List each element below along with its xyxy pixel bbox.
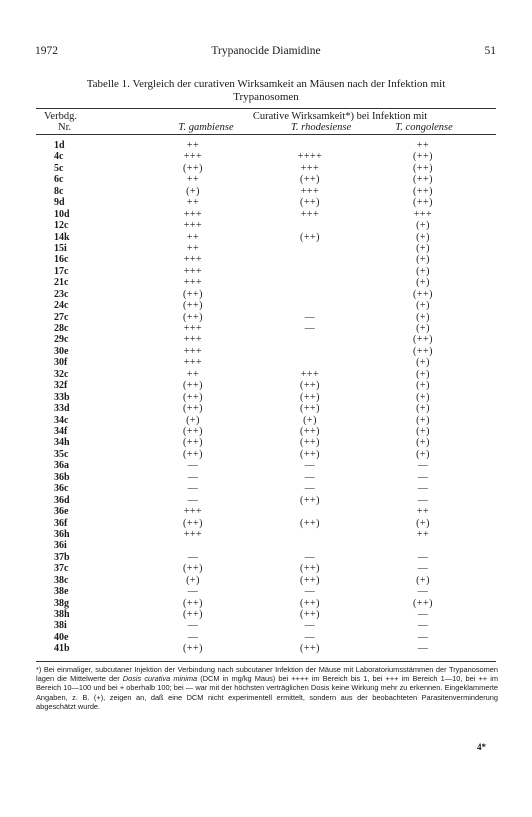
cell-congolense: (++): [413, 597, 433, 609]
cell-congolense: +++: [413, 208, 433, 220]
cell-gambiense: (++): [183, 643, 203, 655]
cell-rhodesiense: —: [304, 551, 316, 563]
cell-gambiense: +++: [183, 151, 203, 163]
row-number: 35c: [54, 448, 69, 460]
table-rule-top: [36, 108, 496, 109]
row-number: 8c: [54, 185, 64, 197]
row-number: 27c: [54, 311, 69, 323]
cell-gambiense: (+): [186, 414, 200, 426]
table-row: [0, 552, 532, 563]
cell-congolense: (+): [416, 220, 430, 232]
row-number: 40e: [54, 631, 69, 643]
table-row: [0, 369, 532, 380]
cell-congolense: (+): [416, 403, 430, 415]
cell-congolense: (++): [413, 197, 433, 209]
cell-gambiense: (++): [183, 597, 203, 609]
table-row: [0, 357, 532, 368]
table-row: [0, 277, 532, 288]
row-number: 38e: [54, 586, 69, 598]
row-number: 36f: [54, 517, 68, 529]
cell-gambiense: (++): [183, 609, 203, 621]
table-row: [0, 323, 532, 334]
cell-gambiense: +++: [183, 345, 203, 357]
cell-rhodesiense: (++): [300, 231, 320, 243]
cell-gambiense: —: [187, 586, 199, 598]
cell-rhodesiense: (+): [303, 414, 317, 426]
table-row: [0, 266, 532, 277]
page-header-year: 1972: [35, 45, 58, 57]
table-row: [0, 289, 532, 300]
table-row: [0, 163, 532, 174]
table-row: [0, 609, 532, 620]
cell-congolense: (++): [413, 345, 433, 357]
row-number: 38g: [54, 597, 69, 609]
table-row: [0, 392, 532, 403]
row-number: 33d: [54, 403, 70, 415]
row-number: 24c: [54, 300, 69, 312]
signature-mark: 4*: [477, 742, 486, 752]
cell-congolense: (+): [416, 517, 430, 529]
cell-congolense: (+): [416, 391, 430, 403]
cell-congolense: (+): [416, 448, 430, 460]
cell-congolense: —: [417, 471, 429, 483]
row-number: 21c: [54, 277, 69, 289]
page-header-title: Trypanocide Diamidine: [211, 45, 321, 57]
cell-gambiense: +++: [183, 357, 203, 369]
cell-congolense: —: [417, 460, 429, 472]
cell-gambiense: (+): [186, 185, 200, 197]
cell-congolense: (+): [416, 242, 430, 254]
cell-gambiense: —: [187, 471, 199, 483]
table-row: [0, 506, 532, 517]
cell-rhodesiense: (++): [300, 391, 320, 403]
row-number: 16c: [54, 254, 69, 266]
cell-congolense: ++: [416, 528, 430, 540]
cell-congolense: (+): [416, 254, 430, 266]
cell-rhodesiense: —: [304, 483, 316, 495]
row-number: 12c: [54, 220, 69, 232]
page-number: 51: [484, 45, 496, 57]
row-number: 28c: [54, 323, 69, 335]
cell-congolense: (+): [416, 357, 430, 369]
cell-congolense: —: [417, 551, 429, 563]
table-row: [0, 380, 532, 391]
table-row: [0, 140, 532, 151]
column-header-congolense: T. congolense: [395, 122, 453, 133]
row-number: 23c: [54, 288, 69, 300]
row-number: 36b: [54, 471, 70, 483]
cell-rhodesiense: (++): [300, 197, 320, 209]
row-number: 15i: [54, 242, 67, 254]
column-header-gambiense: T. gambiense: [178, 122, 234, 133]
cell-gambiense: ++: [186, 231, 200, 243]
cell-congolense: (+): [416, 323, 430, 335]
table-row: [0, 483, 532, 494]
footnote-italic: Dosis curativa minima: [122, 674, 198, 684]
row-number: 41b: [54, 643, 70, 655]
table-rule-bottom: [36, 661, 496, 662]
cell-congolense: (++): [413, 174, 433, 186]
row-number: 36e: [54, 506, 69, 518]
cell-gambiense: +++: [183, 220, 203, 232]
cell-congolense: (+): [416, 265, 430, 277]
cell-congolense: (+): [416, 574, 430, 586]
row-number: 38i: [54, 620, 67, 632]
table-row: [0, 586, 532, 597]
cell-congolense: (+): [416, 380, 430, 392]
table-row: [0, 346, 532, 357]
cell-rhodesiense: +++: [300, 208, 320, 220]
row-number: 38h: [54, 609, 70, 621]
row-number: 36a: [54, 460, 69, 472]
cell-gambiense: +++: [183, 334, 203, 346]
cell-gambiense: —: [187, 494, 199, 506]
table-row: [0, 334, 532, 345]
row-number: 32c: [54, 368, 69, 380]
table-row: [0, 563, 532, 574]
row-number: 30f: [54, 357, 68, 369]
cell-gambiense: —: [187, 483, 199, 495]
table-row: [0, 186, 532, 197]
cell-gambiense: (++): [183, 448, 203, 460]
table-row: [0, 300, 532, 311]
cell-gambiense: (++): [183, 311, 203, 323]
table-row: [0, 426, 532, 437]
row-number: 36d: [54, 494, 70, 506]
cell-gambiense: (+): [186, 574, 200, 586]
cell-gambiense: (++): [183, 391, 203, 403]
column-header-nr: Nr.: [58, 122, 72, 133]
cell-gambiense: +++: [183, 528, 203, 540]
table-row: [0, 495, 532, 506]
row-number: 32f: [54, 380, 68, 392]
cell-rhodesiense: (++): [300, 643, 320, 655]
cell-rhodesiense: (++): [300, 494, 320, 506]
cell-gambiense: +++: [183, 208, 203, 220]
table-row: [0, 243, 532, 254]
cell-gambiense: (++): [183, 426, 203, 437]
cell-gambiense: (++): [183, 300, 203, 312]
row-number: 5c: [54, 162, 64, 174]
cell-rhodesiense: —: [304, 311, 316, 323]
cell-congolense: (+): [416, 277, 430, 289]
cell-gambiense: (++): [183, 517, 203, 529]
cell-congolense: (+): [416, 300, 430, 312]
row-number: 14k: [54, 231, 70, 243]
table-row: [0, 460, 532, 471]
cell-congolense: (+): [416, 437, 430, 449]
cell-gambiense: ++: [186, 242, 200, 254]
cell-gambiense: +++: [183, 254, 203, 266]
row-number: 1d: [54, 140, 65, 151]
cell-congolense: —: [417, 494, 429, 506]
row-number: 37b: [54, 551, 70, 563]
row-number: 36h: [54, 528, 70, 540]
cell-gambiense: +++: [183, 265, 203, 277]
cell-rhodesiense: (++): [300, 563, 320, 575]
table-row: [0, 254, 532, 265]
cell-gambiense: (++): [183, 403, 203, 415]
cell-rhodesiense: ++++: [297, 151, 323, 163]
cell-rhodesiense: (++): [300, 609, 320, 621]
cell-congolense: (++): [413, 185, 433, 197]
row-number: 36c: [54, 483, 69, 495]
table-row: [0, 643, 532, 654]
cell-congolense: —: [417, 643, 429, 655]
row-number: 4c: [54, 151, 64, 163]
cell-rhodesiense: +++: [300, 368, 320, 380]
table-row: [0, 598, 532, 609]
row-number: 34f: [54, 426, 68, 437]
cell-rhodesiense: —: [304, 323, 316, 335]
cell-gambiense: —: [187, 620, 199, 632]
row-number: 38c: [54, 574, 69, 586]
cell-congolense: (++): [413, 162, 433, 174]
row-number: 36i: [54, 540, 67, 552]
cell-rhodesiense: —: [304, 586, 316, 598]
table-row: [0, 437, 532, 448]
footnote-text-1: *) Bei einmaliger, subcutaner Injektion der Verbindung nach subcutaner Infektion der Mäuse mit Laboratoriumsstämmen der Trypanosomen lagen die Mittelwerte der: [36, 665, 498, 684]
cell-gambiense: (++): [183, 380, 203, 392]
cell-gambiense: (++): [183, 288, 203, 300]
cell-rhodesiense: —: [304, 460, 316, 472]
footnote-text-2: (DCM in mg/kg Maus) bei ++++ im Bereich bis 1, bei +++ im Bereich 1—10, bei ++ im Bereich 10—100 und bei + oberhalb 100; bei — war mit der höchsten verträglichen Dosis keine Wirkung mehr zu erkennen. Eingeklammerte Angaben, z. B. (+), zeigen an, daß eine DCM nicht experimentell ermittelt, sondern aus der beobachteten Parasitenverminderung abgeschätzt wurde.: [36, 674, 498, 711]
cell-rhodesiense: (++): [300, 380, 320, 392]
cell-congolense: —: [417, 586, 429, 598]
table-row: [0, 174, 532, 185]
cell-congolense: (+): [416, 368, 430, 380]
cell-congolense: ++: [416, 506, 430, 518]
row-number: 17c: [54, 265, 69, 277]
row-number: 29c: [54, 334, 69, 346]
cell-rhodesiense: (++): [300, 517, 320, 529]
table-row: [0, 472, 532, 483]
cell-gambiense: ++: [186, 140, 200, 151]
table-row: [0, 529, 532, 540]
row-number: 10d: [54, 208, 70, 220]
cell-gambiense: (++): [183, 563, 203, 575]
table-rule-mid: [36, 134, 496, 135]
cell-congolense: (++): [413, 151, 433, 163]
table-row: [0, 449, 532, 460]
cell-congolense: (+): [416, 311, 430, 323]
cell-gambiense: —: [187, 460, 199, 472]
cell-congolense: —: [417, 563, 429, 575]
cell-congolense: —: [417, 483, 429, 495]
cell-gambiense: ++: [186, 174, 200, 186]
cell-rhodesiense: (++): [300, 437, 320, 449]
table-row: [0, 312, 532, 323]
column-header-verbdg: Verbdg.: [44, 111, 77, 122]
table-row: [0, 220, 532, 231]
table-row: [0, 632, 532, 643]
cell-gambiense: +++: [183, 323, 203, 335]
table-row: [0, 197, 532, 208]
table-row: [0, 151, 532, 162]
row-number: 37c: [54, 563, 69, 575]
cell-congolense: —: [417, 631, 429, 643]
row-number: 33b: [54, 391, 70, 403]
table-row: [0, 518, 532, 529]
cell-gambiense: +++: [183, 277, 203, 289]
cell-rhodesiense: —: [304, 620, 316, 632]
cell-rhodesiense: (++): [300, 426, 320, 437]
cell-rhodesiense: (++): [300, 448, 320, 460]
table-row: [0, 540, 532, 551]
cell-rhodesiense: (++): [300, 574, 320, 586]
row-number: 9d: [54, 197, 65, 209]
cell-gambiense: —: [187, 631, 199, 643]
cell-gambiense: (++): [183, 162, 203, 174]
row-number: 6c: [54, 174, 64, 186]
cell-gambiense: —: [187, 551, 199, 563]
cell-rhodesiense: (++): [300, 597, 320, 609]
cell-congolense: (+): [416, 426, 430, 437]
row-number: 30e: [54, 345, 69, 357]
cell-congolense: (++): [413, 334, 433, 346]
table-footnote: [36, 665, 498, 711]
table-row: [0, 415, 532, 426]
cell-congolense: (+): [416, 414, 430, 426]
table-row: [0, 575, 532, 586]
cell-rhodesiense: (++): [300, 174, 320, 186]
table-row: [0, 620, 532, 631]
cell-gambiense: +++: [183, 506, 203, 518]
table-row: [0, 403, 532, 414]
table-caption: Tabelle 1. Vergleich der curativen Wirksamkeit an Mäusen nach der Infektion mit Trypanosomen: [86, 78, 446, 103]
cell-congolense: —: [417, 620, 429, 632]
row-number: 34c: [54, 414, 69, 426]
column-header-rhodesiense: T. rhodesiense: [290, 122, 352, 133]
cell-congolense: (++): [413, 288, 433, 300]
column-header-span: Curative Wirksamkeit*) bei Infektion mit: [252, 111, 428, 122]
cell-congolense: (+): [416, 231, 430, 243]
cell-rhodesiense: —: [304, 631, 316, 643]
cell-congolense: ++: [416, 140, 430, 151]
cell-gambiense: ++: [186, 197, 200, 209]
cell-congolense: —: [417, 609, 429, 621]
cell-rhodesiense: +++: [300, 162, 320, 174]
cell-rhodesiense: (++): [300, 403, 320, 415]
cell-gambiense: ++: [186, 368, 200, 380]
cell-rhodesiense: —: [304, 471, 316, 483]
table-row: [0, 209, 532, 220]
table-row: [0, 232, 532, 243]
cell-gambiense: (++): [183, 437, 203, 449]
row-number: 34h: [54, 437, 70, 449]
cell-rhodesiense: +++: [300, 185, 320, 197]
